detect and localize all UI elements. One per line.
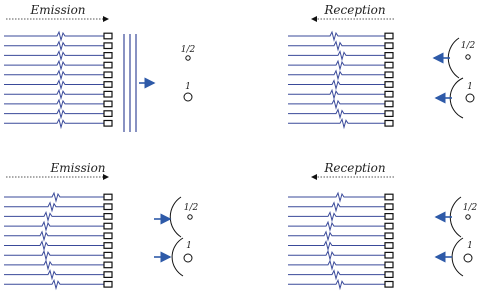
transducer-element: [104, 204, 112, 210]
spherical-wavefronts: [450, 197, 463, 276]
transducer-element: [104, 223, 112, 229]
element-signal-line: [4, 42, 104, 50]
focus-label-half: 1/2: [183, 203, 199, 213]
element-signal-line: [288, 119, 385, 127]
element-signal-line: [4, 232, 104, 240]
element-signal-line: [4, 81, 104, 89]
element-signal-line: [288, 90, 385, 98]
direction-header: [312, 161, 394, 177]
element-signal-line: [288, 232, 385, 240]
transducer-lines: [288, 32, 385, 127]
element-signal-line: [4, 51, 104, 59]
element-signal-line: [288, 110, 385, 118]
direction-header: [312, 3, 394, 19]
element-signal-line: [4, 100, 104, 108]
element-signal-line: [288, 242, 385, 250]
element-signal-line: [4, 242, 104, 250]
transducer-element: [104, 121, 112, 127]
transducer-element: [104, 101, 112, 107]
element-signal-line: [4, 203, 104, 211]
element-signal-line: [288, 61, 385, 69]
focus-point-full: [184, 254, 192, 262]
element-signal-line: [4, 271, 104, 279]
element-signal-line: [288, 203, 385, 211]
panel-reception-focused: [288, 3, 476, 127]
transducer-element: [104, 43, 112, 49]
transducer-element: [104, 282, 112, 288]
focus-points: [463, 203, 478, 262]
element-signal-line: [4, 280, 104, 288]
transducer-element: [385, 33, 393, 39]
transducer-element: [385, 101, 393, 107]
focus-label-full: 1: [467, 82, 473, 92]
element-signal-line: [288, 271, 385, 279]
transducer-element: [104, 111, 112, 117]
panel-emission-plane: [4, 3, 196, 132]
transducer-lines: [4, 193, 104, 288]
transducer-element: [385, 53, 393, 59]
transducer-lines: [4, 32, 104, 127]
transducer-element: [104, 262, 112, 268]
panel-emission-focused: [4, 161, 199, 288]
focus-point-full: [184, 93, 192, 101]
element-signal-line: [4, 222, 104, 230]
transducer-elements: [385, 33, 393, 126]
transducer-element: [385, 282, 393, 288]
transducer-element: [104, 243, 112, 249]
transducer-elements: [385, 194, 393, 287]
focus-point-full: [464, 254, 472, 262]
focus-points: [461, 41, 476, 102]
transducer-element: [385, 223, 393, 229]
transducer-element: [385, 272, 393, 278]
transducer-element: [385, 243, 393, 249]
spherical-wavefronts: [170, 197, 183, 276]
transducer-element: [104, 272, 112, 278]
element-signal-line: [288, 71, 385, 79]
panel-title: Emission: [50, 161, 106, 175]
transducer-elements: [104, 33, 112, 126]
transducer-element: [385, 262, 393, 268]
element-signal-line: [288, 222, 385, 230]
transducer-element: [385, 43, 393, 49]
focus-label-full: 1: [467, 241, 473, 251]
focus-label-full: 1: [185, 82, 191, 92]
transducer-element: [385, 204, 393, 210]
element-signal-line: [288, 261, 385, 269]
focus-point-half: [188, 215, 192, 219]
transducer-element: [385, 194, 393, 200]
transducer-lines: [288, 193, 385, 288]
transducer-element: [385, 111, 393, 117]
transducer-element: [104, 33, 112, 39]
focus-points: [184, 203, 199, 262]
element-signal-line: [4, 212, 104, 220]
element-signal-line: [4, 261, 104, 269]
element-signal-line: [288, 42, 385, 50]
transducer-element: [385, 91, 393, 97]
transducer-element: [385, 62, 393, 68]
element-signal-line: [288, 32, 385, 40]
transducer-element: [385, 233, 393, 239]
focus-label-half: 1/2: [462, 203, 478, 213]
transducer-element: [104, 252, 112, 258]
element-signal-line: [288, 81, 385, 89]
element-signal-line: [288, 100, 385, 108]
transducer-elements: [104, 194, 112, 287]
focus-point-half: [466, 215, 470, 219]
panel-title: Emission: [30, 3, 86, 17]
element-signal-line: [288, 51, 385, 59]
transducer-element: [385, 121, 393, 127]
element-signal-line: [4, 110, 104, 118]
transducer-element: [104, 214, 112, 220]
focus-point-half: [466, 55, 470, 59]
element-signal-line: [288, 280, 385, 288]
element-signal-line: [4, 32, 104, 40]
focus-label-half: 1/2: [460, 41, 476, 51]
focus-label-half: 1/2: [180, 45, 196, 55]
transducer-element: [385, 214, 393, 220]
transducer-element: [385, 252, 393, 258]
element-signal-line: [288, 212, 385, 220]
transducer-element: [104, 233, 112, 239]
panel-title: Reception: [324, 161, 386, 175]
direction-header: [6, 3, 108, 19]
plane-wavefront: [124, 34, 136, 132]
transducer-element: [104, 91, 112, 97]
element-signal-line: [288, 193, 385, 201]
panel-reception-dynamic: [288, 161, 478, 288]
focus-label-full: 1: [186, 241, 192, 251]
element-signal-line: [4, 90, 104, 98]
direction-header: [6, 161, 108, 177]
element-signal-line: [4, 71, 104, 79]
element-signal-line: [4, 61, 104, 69]
element-signal-line: [288, 251, 385, 259]
transducer-element: [104, 194, 112, 200]
transducer-element: [385, 82, 393, 88]
transducer-element: [104, 62, 112, 68]
transducer-element: [104, 53, 112, 59]
panel-title: Reception: [324, 3, 386, 17]
element-signal-line: [4, 251, 104, 259]
focus-point-full: [466, 94, 474, 102]
element-signal-line: [4, 119, 104, 127]
transducer-element: [385, 72, 393, 78]
transducer-element: [104, 72, 112, 78]
focus-points: [181, 45, 196, 101]
focus-point-half: [186, 56, 190, 60]
element-signal-line: [4, 193, 104, 201]
transducer-element: [104, 82, 112, 88]
